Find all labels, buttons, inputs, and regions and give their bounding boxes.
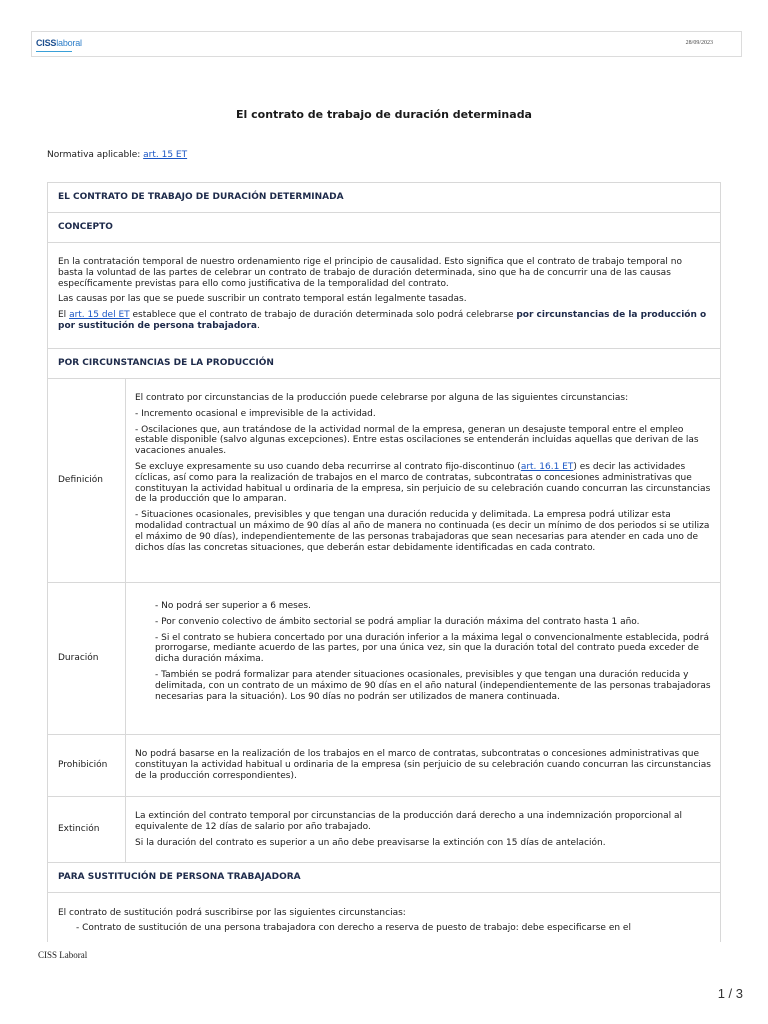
sust-row <box>48 892 720 942</box>
extincion-p2: Si la duración del contrato es superior a un año debe preavisarse la extinción con 15 días de antelación. <box>135 837 606 848</box>
normativa-label: Normativa aplicable: <box>47 150 144 160</box>
sust-p1: El contrato de sustitución podrá suscribirse por las siguientes circunstancias: <box>58 908 406 918</box>
concepto-text <box>58 257 708 337</box>
concepto-p1: En la contratación temporal de nuestro ordenamiento rige el principio de causalidad. Esto significa que el contrato de trabajo temporal no basta la voluntad de las partes de celebrar un contrato de trabajo de duración determinada, sino que ha de concurrir una de las causas específicamente previstas para ello como justificativa de la temporalidad del contrato. <box>58 257 682 289</box>
definicion-row <box>48 378 720 582</box>
prohibicion-p1: No podrá basarse en la realización de los trabajos en el marco de contratas, subcontratas o concesiones administrativas que constituyan la actividad habitual u ordinaria de la empresa (sin perjuicio de su celebración cuando concurran las circunstancias de la producción correspondientes). <box>135 749 711 781</box>
footer-brand: CISS Laboral <box>38 950 88 960</box>
document-title: El contrato de trabajo de duración determinada <box>236 108 532 121</box>
extincion-p1: La extinción del contrato temporal por circunstancias de la producción dará derecho a una indemnización proporcional al equivalente de 12 días de salario por año trabajado. <box>135 811 682 832</box>
sust-p2: - Contrato de sustitución de una persona trabajadora con derecho a reserva de puesto de trabajo: debe especificarse en el <box>76 922 631 933</box>
concepto-p3: El art. 15 del ET establece que el contrato de trabajo de duración determinada solo podrá celebrarse por circunstancias de la producción o por sustitución de persona trabajadora. <box>58 310 707 331</box>
duracion-row <box>48 582 720 734</box>
prohibicion-label: Prohibición <box>58 760 108 770</box>
sust-header-row <box>48 862 720 892</box>
concepto-header-row <box>48 212 720 242</box>
sust-content <box>58 908 708 939</box>
extincion-row <box>48 796 720 862</box>
definicion-p1: El contrato por circunstancias de la producción puede celebrarse por alguna de las siguientes circunstancias: <box>135 393 629 403</box>
duracion-p2: - Por convenio colectivo de ámbito sectorial se podrá ampliar la duración máxima del contrato hasta 1 año. <box>155 616 640 627</box>
concepto-row <box>48 242 720 348</box>
ciss-laboral-logo: CISSlaboral <box>36 38 82 48</box>
extincion-content <box>135 811 715 853</box>
definicion-p3: - Oscilaciones que, aun tratándose de la actividad normal de la empresa, generan un desajuste temporal entre el empleo estable disponible (salvo algunas excepciones). Entre estas oscilaciones se entenderán incluidas aquellas que derivan de las vacaciones anuales. <box>135 424 699 457</box>
cell-divider <box>125 735 126 797</box>
circ-header: POR CIRCUNSTANCIAS DE LA PRODUCCIÓN <box>58 358 274 368</box>
concepto-header: CONCEPTO <box>58 222 113 232</box>
art16-link[interactable]: art. 16.1 ET <box>520 461 574 472</box>
header-date: 28/09/2023 <box>685 40 713 46</box>
extincion-label: Extinción <box>58 824 100 834</box>
sust-header: PARA SUSTITUCIÓN DE PERSONA TRABAJADORA <box>58 872 301 882</box>
definicion-p2: - Incremento ocasional e imprevisible de la actividad. <box>135 408 376 419</box>
contract-table <box>47 182 721 942</box>
circ-header-row <box>48 348 720 378</box>
cell-divider <box>125 379 126 583</box>
definicion-p5: - Situaciones ocasionales, previsibles y que tengan una duración reducida y delimitada. La empresa podrá utilizar esta modalidad contractual un máximo de 90 días al año de manera no continuada (es decir un mínimo de dos periodos si se utiliza el máximo de 90 días), independientemente de las personas trabajadoras que sean necesarias para atender en cada uno de dichos días las concretas situaciones, que deberán estar debidamente identificadas en cada contrato. <box>135 510 710 553</box>
normativa-link[interactable]: art. 15 ET <box>143 150 188 160</box>
duracion-p3: - Si el contrato se hubiera concertado por una duración inferior a la máxima legal o convencionalmente establecida, podrá prorrogarse, mediante acuerdo de las partes, por una única vez, sin que la duración total del contrato pueda exceder de dicha duración máxima. <box>155 632 709 665</box>
main-header: EL CONTRATO DE TRABAJO DE DURACIÓN DETERMINADA <box>58 192 344 202</box>
prohibicion-row <box>48 734 720 796</box>
duracion-content <box>135 601 715 707</box>
prohibicion-content <box>135 749 715 786</box>
duracion-label: Duración <box>58 653 99 663</box>
main-header-row <box>48 182 720 212</box>
definicion-p4: Se excluye expresamente su uso cuando deba recurrirse al contrato fijo-discontinuo (art. 16.1 ET) es decir las actividades cíclicas, así como para la realización de trabajos en el marco de contratas, subcontratas o concesiones administrativas que constituyan la actividad habitual u ordinaria de la empresa, sin perjuicio de su celebración cuando concurran las circunstancias de la producción que lo amparan. <box>135 461 711 505</box>
logo-underline <box>36 51 72 52</box>
page-indicator: 1 / 3 <box>717 986 743 1001</box>
concepto-p2: Las causas por las que se puede suscribir un contrato temporal están legalmente tasadas. <box>58 294 467 305</box>
duracion-p4: - También se podrá formalizar para atender situaciones ocasionales, previsibles y que tengan una duración reducida y delimitada, con un contrato de un máximo de 90 días en el año natural (independientemente de las personas trabajadoras necesarias para la situación). Los 90 días no podrán ser utilizados de manera continuada. <box>155 669 711 702</box>
art15-link[interactable]: art. 15 del ET <box>69 310 130 321</box>
definicion-content <box>135 393 715 558</box>
cell-divider <box>125 797 126 863</box>
normativa-line <box>47 150 187 160</box>
cell-divider <box>125 583 126 735</box>
definicion-label: Definición <box>58 475 103 485</box>
page-header <box>31 31 742 57</box>
duracion-p1: - No podrá ser superior a 6 meses. <box>155 601 311 611</box>
